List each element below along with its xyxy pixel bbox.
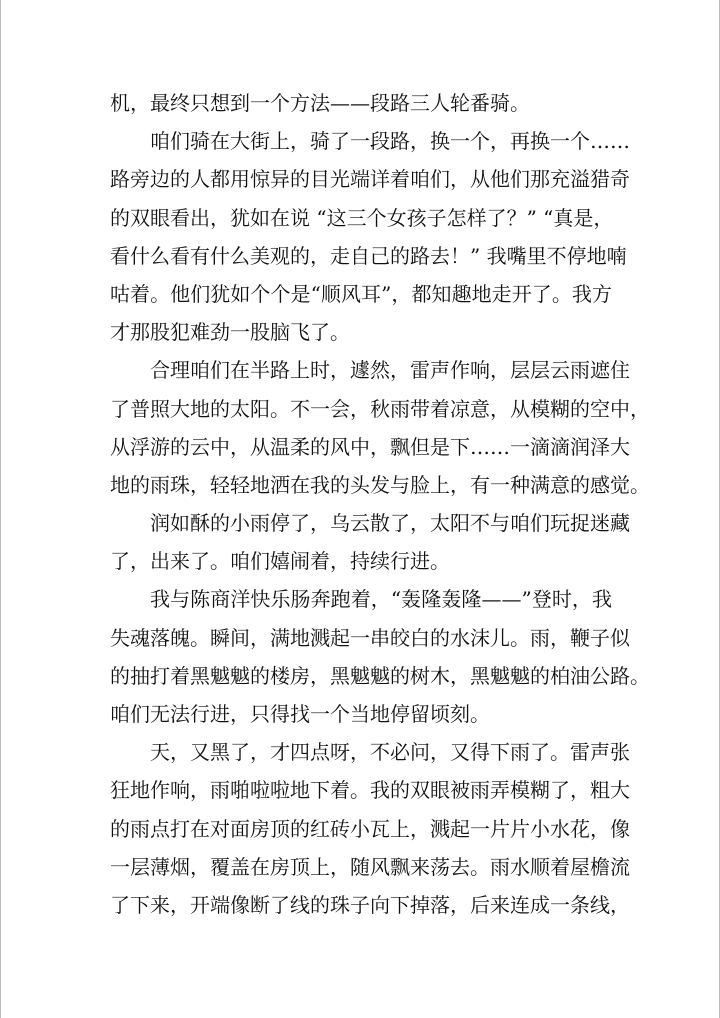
text-line: 的双眼看出，犹如在说 “这三个女孩子怎样了？” “真是，	[110, 205, 614, 230]
paragraph	[110, 580, 650, 733]
text-line: 咱们骑在大街上，骑了一段路，换一个，再换一个……	[150, 129, 630, 154]
text-line: 了，出来了。咱们嬉闹着，持续行进。	[110, 549, 450, 574]
paragraph	[110, 351, 650, 504]
text-line: 机，最终只想到一个方法——段路三人轮番骑。	[110, 91, 530, 115]
text-line: 从浮游的云中，从温柔的风中，飘但是下……一滴滴润泽大	[110, 434, 630, 459]
paragraph	[110, 504, 630, 580]
text-line: 路旁边的人都用惊异的目光端详着咱们，从他们那充溢猎奇	[110, 167, 630, 192]
paragraph	[110, 122, 630, 351]
text-line: 一层薄烟，覆盖在房顶上，随风飘来荡去。雨水顺着屋檐流	[110, 854, 630, 879]
text-line: 地的雨珠，轻轻地洒在我的头发与脸上，有一种满意的感觉。	[110, 472, 650, 497]
text-line: 合理咱们在半路上时，遽然，雷声作响，层层云雨遮住	[150, 358, 630, 383]
text-line: 咱们无法行进，只得找一个当地停留顷刻。	[110, 702, 490, 726]
text-line: 看什么看有什么美观的，走自己的路去！” 我嘴里不停地喃	[110, 243, 627, 268]
text-line: 狂地作响，雨啪啦啦地下着。我的双眼被雨弄模糊了，粗大	[110, 778, 630, 803]
page-border-left	[0, 0, 1, 1018]
text-line: 失魂落魄。瞬间，满地溅起一串皎白的水沫儿。雨，鞭子似	[110, 625, 630, 650]
text-line: 咕着。他们犹如个个是“顺风耳”，都知趣地走开了。我方	[110, 281, 612, 306]
text-line: 才那股犯难劲一股脑飞了。	[110, 320, 350, 345]
text-line: 润如酥的小雨停了，乌云散了，太阳不与咱们玩捉迷藏	[150, 511, 630, 536]
text-line: 的抽打着黑魆魆的楼房，黑魆魆的树木，黑魆魆的柏油公路。	[110, 663, 650, 688]
text-line: 了下来，开端像断了线的珠子向下掉落，后来连成一条线，	[110, 892, 630, 917]
paragraph	[110, 84, 612, 122]
text-line: 我与陈商洋快乐肠奔跑着，“轰隆轰隆——”登时，我	[150, 587, 612, 612]
text-line: 天，又黑了，才四点呀，不必问，又得下雨了。雷声张	[150, 740, 630, 765]
text-line: 的雨点打在对面房顶的红砖小瓦上，溅起一片片小水花，像	[110, 816, 630, 841]
document-body	[110, 84, 650, 924]
text-line: 了普照大地的太阳。不一会，秋雨带着凉意，从模糊的空中，	[110, 396, 650, 421]
paragraph	[110, 733, 630, 924]
